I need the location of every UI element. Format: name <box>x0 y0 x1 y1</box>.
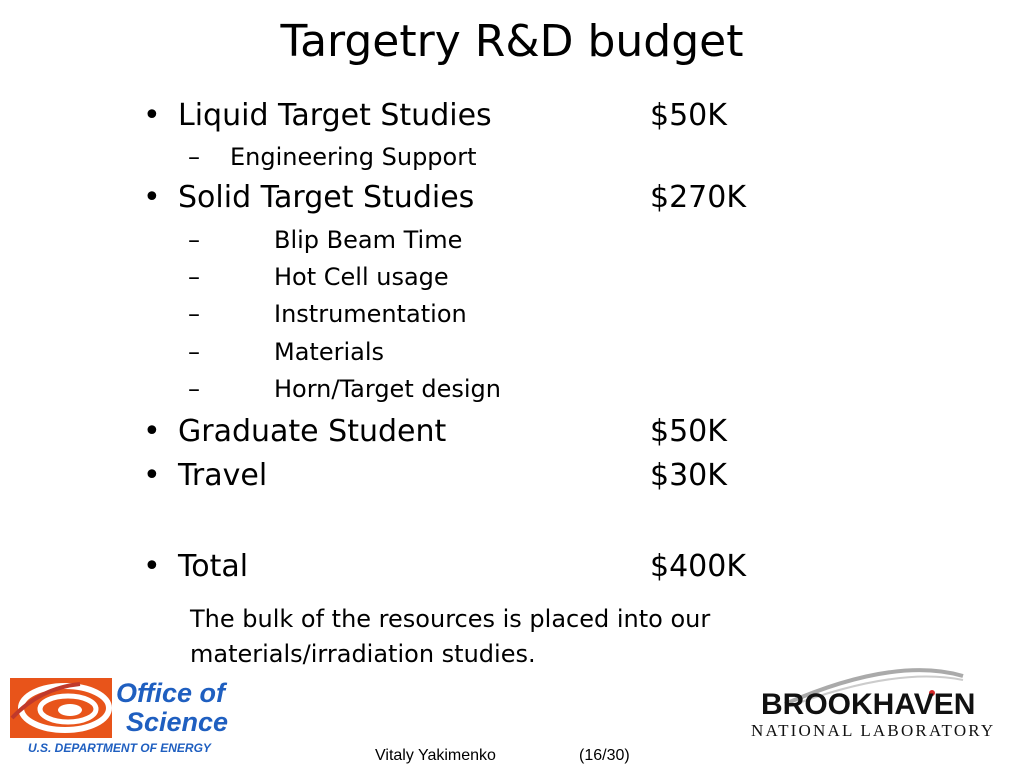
sub-item-label: Engineering Support <box>230 143 477 171</box>
dash-icon: – <box>188 300 200 328</box>
bullet-icon: • <box>143 549 161 584</box>
dash-icon: – <box>188 143 200 171</box>
doe-logo-line2: Science <box>126 707 229 737</box>
budget-item-label: Graduate Student <box>178 414 447 449</box>
dash-icon: – <box>188 375 200 403</box>
bullet-icon: • <box>143 414 161 449</box>
bnl-logo-subtitle: NATIONAL LABORATORY <box>751 721 996 740</box>
footer-author: Vitaly Yakimenko <box>375 747 496 764</box>
bullet-icon: • <box>143 98 161 133</box>
bullet-icon: • <box>143 180 161 215</box>
budget-item-label: Solid Target Studies <box>178 180 475 215</box>
sub-item-label: Materials <box>274 338 385 366</box>
summary-note-line: materials/irradiation studies. <box>190 640 536 668</box>
bnl-logo-name: BROOKHAVEN <box>761 688 976 721</box>
brookhaven-logo <box>745 662 1024 748</box>
budget-item-label: Total <box>178 549 249 584</box>
budget-item-amount: $30K <box>650 458 727 493</box>
sub-item-label: Blip Beam Time <box>274 226 463 254</box>
dash-icon: – <box>188 338 200 366</box>
footer-page-number: (16/30) <box>579 747 630 764</box>
summary-note <box>190 602 830 672</box>
office-of-science-logo <box>6 676 256 760</box>
budget-item-label: Travel <box>178 458 268 493</box>
bullet-icon: • <box>143 458 161 493</box>
dash-icon: – <box>188 263 200 291</box>
dash-icon: – <box>188 226 200 254</box>
budget-item-label: Liquid Target Studies <box>178 98 492 133</box>
budget-item-amount: $50K <box>650 414 727 449</box>
doe-logo-line1: Office of <box>116 678 226 708</box>
sub-item-label: Horn/Target design <box>274 375 501 403</box>
budget-item-amount: $400K <box>650 549 747 584</box>
budget-item-amount: $50K <box>650 98 727 133</box>
sub-item-label: Hot Cell usage <box>274 263 449 291</box>
summary-note-line: The bulk of the resources is placed into our <box>190 605 711 633</box>
slide-title: Targetry R&D budget <box>280 16 744 67</box>
budget-item-amount: $270K <box>650 180 747 215</box>
sub-item-label: Instrumentation <box>274 300 467 328</box>
doe-logo-dept: U.S. DEPARTMENT OF ENERGY <box>28 741 211 755</box>
doe-swirl-icon <box>10 678 112 738</box>
